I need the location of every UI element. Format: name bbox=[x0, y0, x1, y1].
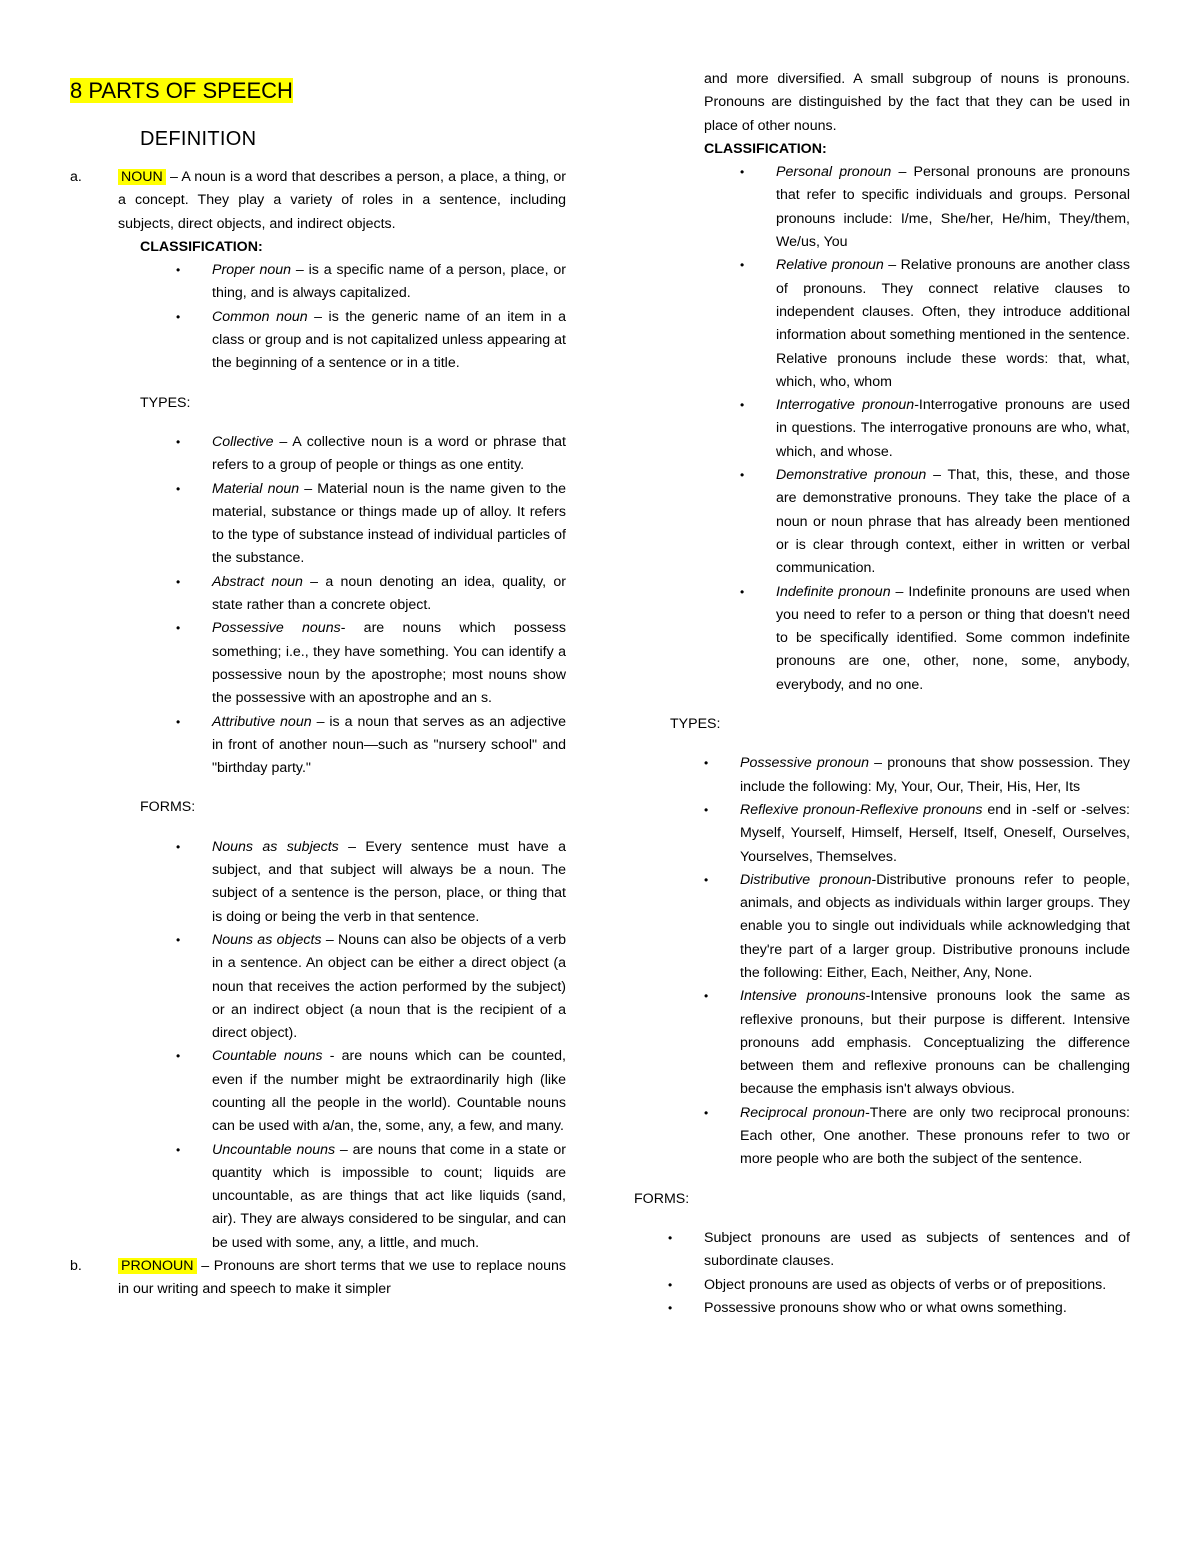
bullet-icon: • bbox=[668, 1300, 673, 1315]
right-column bbox=[634, 68, 1130, 1320]
list-item: • Distributive pronoun-Distributive pronouns refer to people, animals, and objects as individuals within larger groups. They enable you to single out individuals while acknowledging that they're part of a larger group. Distributive pronouns include the following: Either, Each, Neither, Any, None. bbox=[740, 869, 1130, 985]
pronoun-definition bbox=[70, 1255, 566, 1302]
definition-heading: DEFINITION bbox=[140, 128, 257, 150]
list-item: • Subject pronouns are used as subjects of sentences and of subordinate clauses. bbox=[704, 1227, 1130, 1274]
list-item: • Abstract noun – a noun denoting an idea, quality, or state rather than a concrete object. bbox=[212, 571, 566, 618]
noun-definition-body bbox=[118, 166, 566, 236]
page-title: 8 PARTS OF SPEECH bbox=[70, 78, 293, 103]
noun-term: NOUN bbox=[118, 169, 166, 185]
pronoun-definition-body bbox=[118, 1255, 566, 1302]
list-item: • Nouns as subjects – Every sentence must have a subject, and that subject will always be a noun. The subject of a sentence is the person, place, or thing that is doing or being the verb in that sentence. bbox=[212, 836, 566, 929]
noun-definition bbox=[70, 166, 566, 236]
list-item: • Object pronouns are used as objects of verbs or of prepositions. bbox=[704, 1274, 1130, 1297]
noun-label: a. bbox=[70, 169, 82, 185]
list-item: • Interrogative pronoun-Interrogative pronouns are used in questions. The interrogative pronouns are who, what, which, and whose. bbox=[776, 394, 1130, 464]
bullet-icon: • bbox=[668, 1277, 673, 1292]
list-item: • Relative pronoun – Relative pronouns are another class of pronouns. They connect relative clauses to independent clauses. Often, they introduce additional information about something mentioned in the sentence. Relative pronouns include these words: that, what, which, who, whom bbox=[776, 254, 1130, 394]
list-item: • Demonstrative pronoun – That, this, these, and those are demonstrative pronouns. They take the place of a noun or noun phrase that has already been mentioned or is clear through context, either in written or verbal communication. bbox=[776, 464, 1130, 580]
bullet-icon: • bbox=[176, 309, 181, 324]
noun-types-list bbox=[176, 431, 566, 780]
bullet-icon: • bbox=[176, 1142, 181, 1157]
list-item: • Material noun – Material noun is the name given to the material, substance or things made up of alloy. It refers to the type of substance instead of individual particles of the substance. bbox=[212, 478, 566, 571]
pronoun-types-heading: TYPES: bbox=[670, 716, 721, 733]
list-item: • Collective – A collective noun is a word or phrase that refers to a group of people or things as one entity. bbox=[212, 431, 566, 478]
pronoun-classification-heading: CLASSIFICATION: bbox=[704, 140, 827, 157]
pronoun-forms-heading: FORMS: bbox=[634, 1190, 690, 1207]
list-item: • Reciprocal pronoun-There are only two reciprocal pronouns: Each other, One another. These pronouns refer to two or more people who are both the subject of the sentence. bbox=[740, 1102, 1130, 1172]
bullet-icon: • bbox=[176, 481, 181, 496]
list-item: • Uncountable nouns – are nouns that come in a state or quantity which is impossible to count; liquids are uncountable, as are things that act like liquids (sand, air). They are always considered to be singular, and can be used with some, any, a little, and much. bbox=[212, 1139, 566, 1255]
list-item: • Common noun – is the generic name of an item in a class or group and is not capitalized unless appearing at the beginning of a sentence or in a title. bbox=[212, 306, 566, 376]
list-item: • Nouns as objects – Nouns can also be objects of a verb in a sentence. An object can be either a direct object (a noun that receives the action performed by the subject) or an indirect object (a noun that is the recipient of a direct object). bbox=[212, 929, 566, 1045]
noun-definition-text: – A noun is a word that describes a person, a place, a thing, or a concept. They play a variety of roles in a sentence, including subjects, direct objects, and indirect objects. bbox=[118, 169, 566, 232]
bullet-icon: • bbox=[704, 872, 709, 887]
pronoun-definition-text: – Pronouns are short terms that we use to replace nouns in our writing and speech to make it simpler bbox=[118, 1258, 566, 1298]
left-column bbox=[70, 68, 566, 1302]
bullet-icon: • bbox=[668, 1230, 673, 1245]
bullet-icon: • bbox=[176, 714, 181, 729]
list-item: • Intensive pronouns-Intensive pronouns look the same as reflexive pronouns, but their purpose is different. Intensive pronouns add emphasis. Conceptualizing the difference between them and reflexive pronouns can be challenging because the emphasis isn't always obvious. bbox=[740, 985, 1130, 1101]
list-item: • Possessive pronoun – pronouns that show possession. They include the following: My, Your, Our, Their, His, Her, Its bbox=[740, 752, 1130, 799]
list-item: • Possessive pronouns show who or what owns something. bbox=[704, 1297, 1130, 1320]
bullet-icon: • bbox=[740, 165, 745, 180]
bullet-icon: • bbox=[176, 1049, 181, 1064]
bullet-icon: • bbox=[176, 263, 181, 278]
list-item: • Reflexive pronoun-Reflexive pronouns end in -self or -selves: Myself, Yourself, Himself, Herself, Itself, Oneself, Ourselves, Yourselves, Themselves. bbox=[740, 799, 1130, 869]
bullet-icon: • bbox=[176, 621, 181, 636]
bullet-icon: • bbox=[704, 802, 709, 817]
bullet-icon: • bbox=[704, 756, 709, 771]
bullet-icon: • bbox=[740, 398, 745, 413]
list-item: • Attributive noun – is a noun that serves as an adjective in front of another noun—such as "nursery school" and "birthday party." bbox=[212, 711, 566, 781]
bullet-icon: • bbox=[176, 574, 181, 589]
list-item: • Indefinite pronoun – Indefinite pronouns are used when you need to refer to a person or thing that doesn't need to be specifically identified. Some common indefinite pronouns are one, other, none, some, anybody, everybody, and no one. bbox=[776, 581, 1130, 697]
bullet-icon: • bbox=[740, 258, 745, 273]
pronoun-types-list bbox=[704, 752, 1130, 1171]
list-item: • Countable nouns - are nouns which can be counted, even if the number might be extraordinarily high (like counting all the people in the world). Countable nouns can be used with a/an, the, some, any, a few, and many. bbox=[212, 1045, 566, 1138]
pronoun-label: b. bbox=[70, 1258, 82, 1275]
pronoun-term: PRONOUN bbox=[118, 1258, 197, 1274]
noun-forms-list bbox=[176, 836, 566, 1255]
bullet-icon: • bbox=[740, 468, 745, 483]
list-item: • Proper noun – is a specific name of a person, place, or thing, and is always capitalized. bbox=[212, 259, 566, 306]
bullet-icon: • bbox=[740, 584, 745, 599]
noun-types-heading: TYPES: bbox=[140, 394, 191, 411]
pronoun-forms-list bbox=[668, 1227, 1130, 1320]
noun-classification-list bbox=[176, 259, 566, 375]
noun-classification-heading: CLASSIFICATION: bbox=[140, 238, 263, 255]
list-item: • Possessive nouns- are nouns which possess something; i.e., they have something. You can identify a possessive noun by the apostrophe; most nouns show the possessive with an apostrophe and an s. bbox=[212, 617, 566, 710]
pronoun-classification-list bbox=[740, 161, 1131, 697]
bullet-icon: • bbox=[176, 434, 181, 449]
pronoun-definition-continued: and more diversified. A small subgroup of nouns is pronouns. Pronouns are distinguished by the fact that they can be used in place of other nouns. bbox=[704, 71, 1130, 134]
noun-forms-heading: FORMS: bbox=[140, 799, 196, 816]
bullet-icon: • bbox=[704, 989, 709, 1004]
bullet-icon: • bbox=[704, 1105, 709, 1120]
bullet-icon: • bbox=[176, 932, 181, 947]
bullet-icon: • bbox=[176, 839, 181, 854]
list-item: • Personal pronoun – Personal pronouns are pronouns that refer to specific individuals and groups. Personal pronouns include: I/me, She/her, He/him, They/them, We/us, You bbox=[776, 161, 1130, 254]
